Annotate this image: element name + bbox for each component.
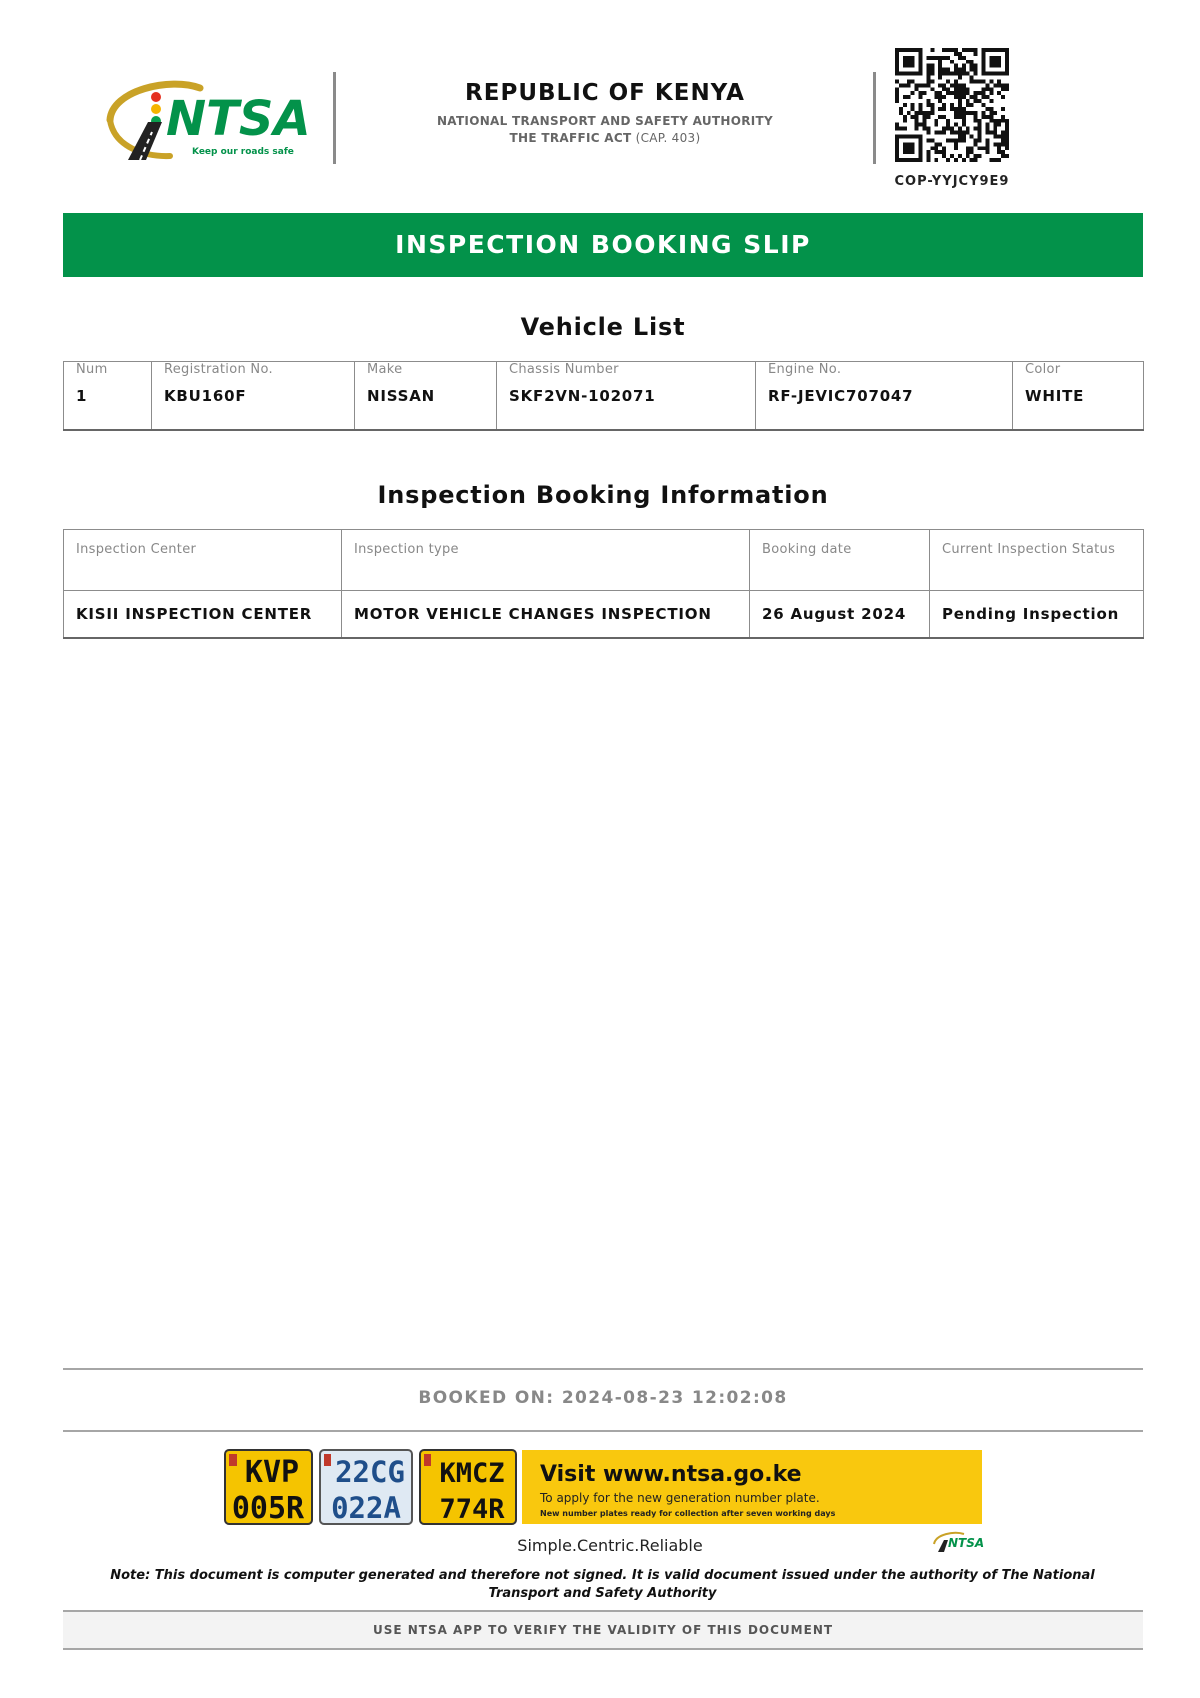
logo-tagline: Keep our roads safe xyxy=(192,147,294,157)
vehicle-num: 1 xyxy=(76,387,88,405)
reference-code: COP-YYJCY9E9 xyxy=(894,174,1010,189)
authority-name: NATIONAL TRANSPORT AND SAFETY AUTHORITY xyxy=(436,114,774,128)
plate-3-line1: KMCZ xyxy=(439,1458,505,1489)
footer-divider-bottom xyxy=(63,1430,1143,1432)
traffic-act: THE TRAFFIC ACT (CAP. 403) xyxy=(509,131,701,145)
plate-2-line1: 22CG xyxy=(335,1455,405,1489)
chassis-number: SKF2VN-102071 xyxy=(509,387,656,405)
cell-color: Color WHITE xyxy=(1013,362,1144,430)
booking-table xyxy=(63,529,1144,639)
header-divider-left xyxy=(333,72,336,164)
engine-number: RF-JEVIC707047 xyxy=(768,387,914,405)
header-booking-date: Booking date xyxy=(762,542,852,557)
logo-text: NTSA xyxy=(166,91,311,147)
vehicle-list-title: Vehicle List xyxy=(520,313,686,341)
inspection-type: MOTOR VEHICLE CHANGES INSPECTION xyxy=(354,605,712,623)
header-divider-right xyxy=(873,72,876,164)
header-inspection-status: Current Inspection Status xyxy=(942,542,1116,557)
ad-subtitle: To apply for the new generation number plate. xyxy=(540,1491,820,1505)
footer-divider-top xyxy=(63,1368,1143,1370)
booking-date: 26 August 2024 xyxy=(762,605,907,623)
inspection-center: KISII INSPECTION CENTER xyxy=(76,605,313,623)
plate-3-line2: 774R xyxy=(439,1494,505,1525)
header-inspection-center: Inspection Center xyxy=(76,542,197,557)
plate-2-line2: 022A xyxy=(331,1491,401,1525)
table-row xyxy=(64,362,1144,430)
plate-1-line2: 005R xyxy=(231,1491,305,1526)
republic-title: REPUBLIC OF KENYA xyxy=(465,80,745,106)
number-plate-advert xyxy=(224,1448,984,1526)
validity-note: Note: This document is computer generated and therefore not signed. It is valid document issued under the authority of The National Transport and Safety Authority xyxy=(110,1568,1095,1601)
table-header-row xyxy=(64,530,1144,591)
ad-headline: Visit www.ntsa.go.ke xyxy=(540,1462,802,1487)
vehicle-make: NISSAN xyxy=(367,387,436,405)
svg-text:NTSA: NTSA xyxy=(948,1536,985,1550)
ntsa-mini-logo xyxy=(930,1530,988,1554)
slip-title-banner: INSPECTION BOOKING SLIP xyxy=(63,213,1143,277)
cell-num: Num 1 xyxy=(64,362,152,430)
qr-code[interactable] xyxy=(895,48,1009,162)
registration-number: KBU160F xyxy=(164,387,247,405)
cell-chassis: Chassis Number SKF2VN-102071 xyxy=(497,362,756,430)
cell-make: Make NISSAN xyxy=(355,362,497,430)
inspection-status: Pending Inspection xyxy=(942,605,1120,623)
booking-info-title: Inspection Booking Information xyxy=(377,481,829,509)
plate-1-line1: KVP xyxy=(244,1455,300,1490)
verify-instruction: USE NTSA APP TO VERIFY THE VALIDITY OF THIS DOCUMENT xyxy=(63,1610,1143,1650)
vehicle-color: WHITE xyxy=(1025,387,1085,405)
cell-engine: Engine No. RF-JEVIC707047 xyxy=(756,362,1013,430)
ad-small-print: New number plates ready for collection after seven working days xyxy=(540,1509,836,1518)
header-inspection-type: Inspection type xyxy=(354,542,459,557)
ntsa-logo xyxy=(100,72,330,172)
slogan: Simple.Centric.Reliable xyxy=(517,1536,703,1555)
header-title-block xyxy=(340,80,870,145)
vehicle-table xyxy=(63,361,1144,431)
cell-registration: Registration No. KBU160F xyxy=(152,362,355,430)
booked-on: BOOKED ON: 2024-08-23 12:02:08 xyxy=(418,1388,788,1408)
table-row xyxy=(64,591,1144,639)
